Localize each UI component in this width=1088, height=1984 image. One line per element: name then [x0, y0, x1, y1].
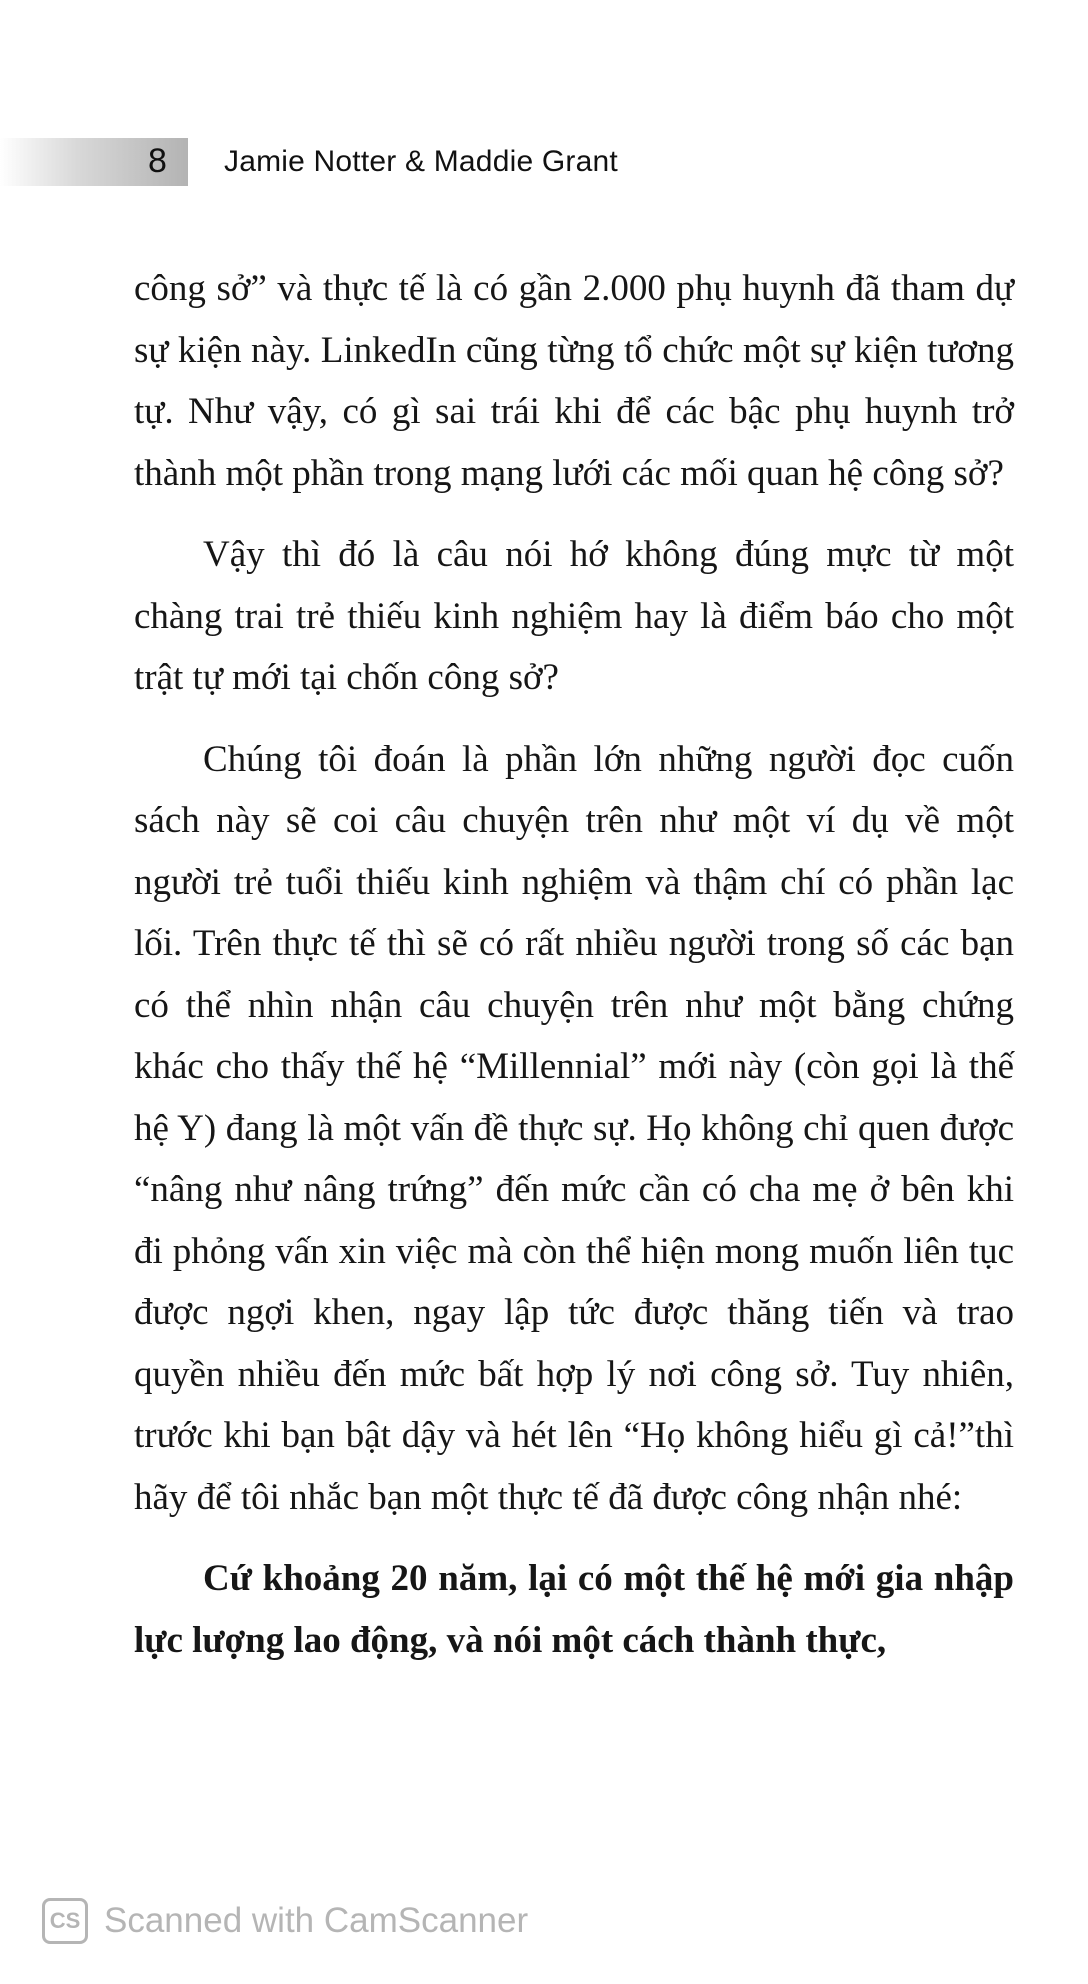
running-header-authors: Jamie Notter & Maddie Grant	[224, 145, 618, 178]
page-number: 8	[148, 142, 167, 180]
paragraph-bold-statement: Cứ khoảng 20 năm, lại có một thế hệ mới gia nhập lực lượng lao động, và nói một cách thành thực,	[134, 1558, 1014, 1661]
watermark-text: Scanned with CamScanner	[104, 1901, 529, 1940]
camscanner-logo-icon: CS	[42, 1898, 88, 1944]
paragraph-main: Chúng tôi đoán là phần lớn những người đọc cuốn sách này sẽ coi câu chuyện trên như một ví dụ về một người trẻ tuổi thiếu kinh nghiệm và thậm chí có phần lạc lối. Trên thực tế thì sẽ có rất nhiều người trong số các bạn có thể nhìn nhận câu chuyện trên như một bằng chứng khác cho thấy thế hệ “Millennial” mới này (còn gọi là thế hệ Y) đang là một vấn đề thực sự. Họ không chỉ quen được “nâng như nâng trứng” đến mức cần có cha mẹ ở bên khi đi phỏng vấn xin việc mà còn thể hiện mong muốn liên tục được ngợi khen, ngay lập tức được thăng tiến và trao quyền nhiều đến mức bất hợp lý nơi công sở. Tuy nhiên, trước khi bạn bật dậy và hét lên “Họ không hiểu gì cả!”thì hãy để tôi nhắc bạn một thực tế đã được công nhận nhé:	[134, 738, 1014, 1518]
body-text	[134, 258, 1014, 1671]
paragraph-question: Vậy thì đó là câu nói hớ không đúng mực từ một chàng trai trẻ thiếu kinh nghiệm hay là điểm báo cho một trật tự mới tại chốn công sở?	[134, 534, 1014, 698]
camscanner-watermark	[42, 1898, 528, 1944]
paragraph-continuation: công sở” và thực tế là có gần 2.000 phụ huynh đã tham dự sự kiện này. LinkedIn cũng từng tổ chức một sự kiện tương tự. Như vậy, có gì sai trái khi để các bậc phụ huynh trở thành một phần trong mạng lưới các mối quan hệ công sở?	[134, 268, 1014, 494]
